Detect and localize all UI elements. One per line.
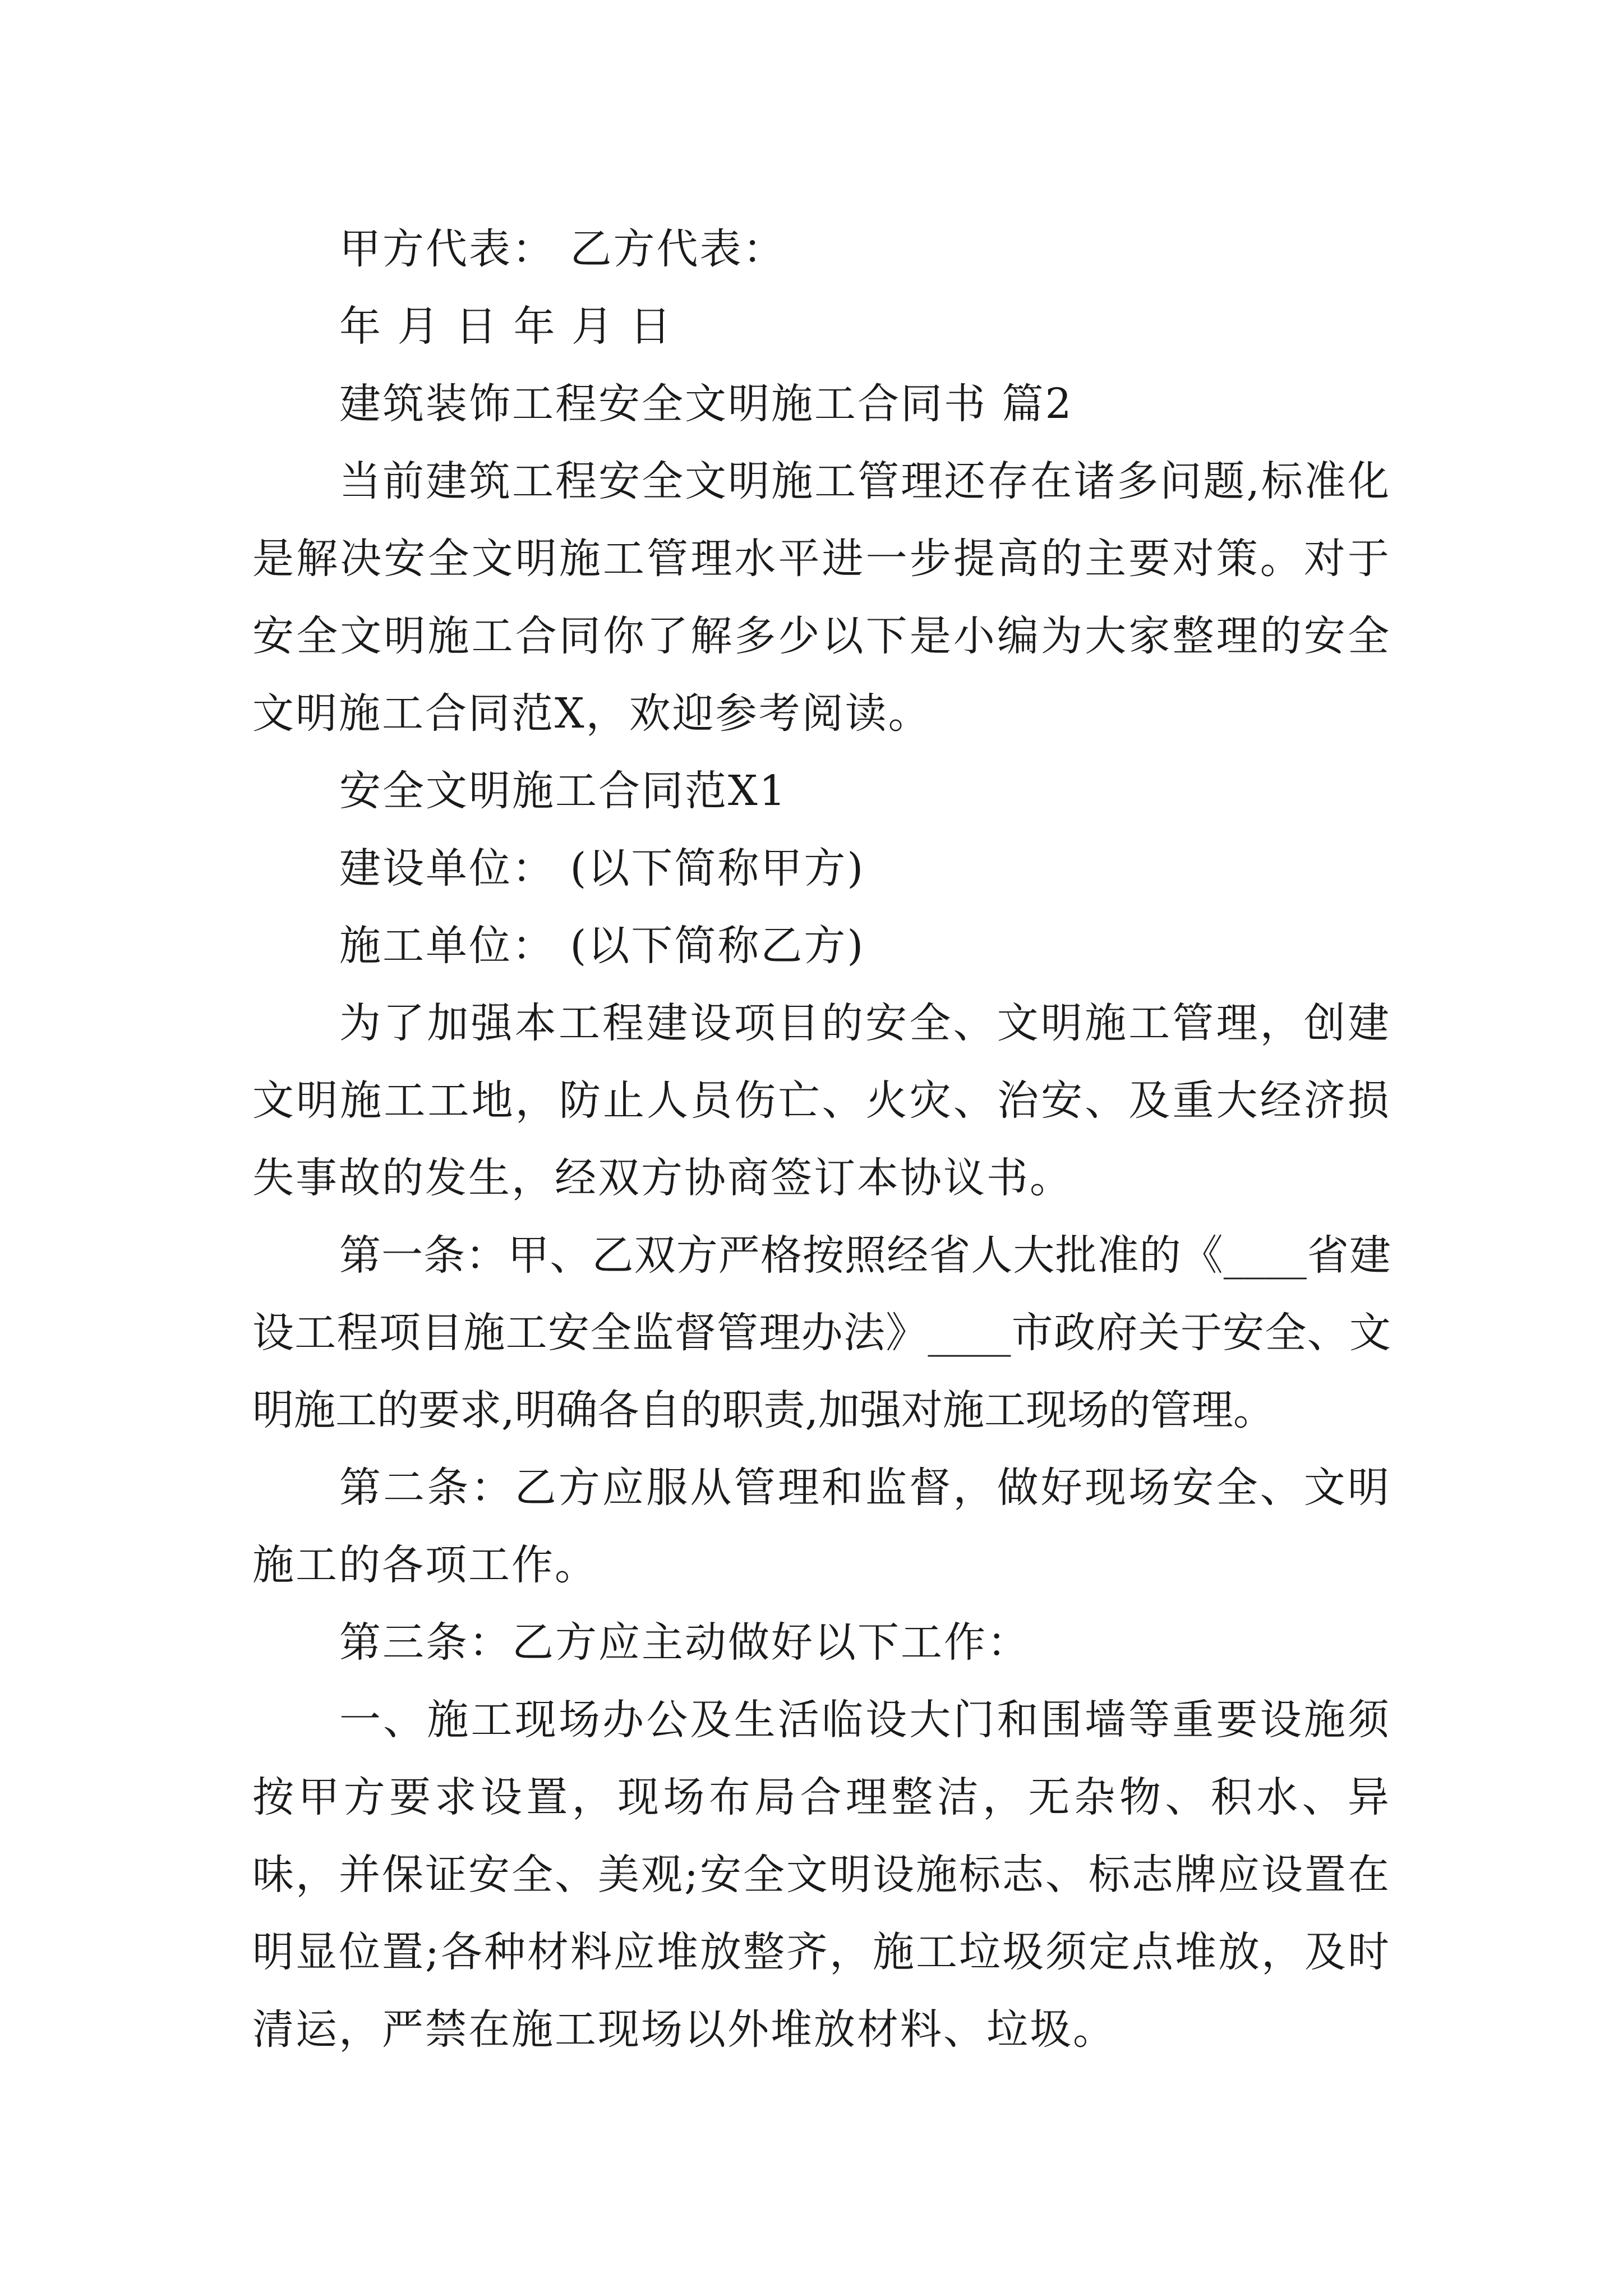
party-a-line: 建设单位： (以下简称甲方)	[339, 844, 865, 892]
article-2: 第二条：乙方应服从管理和监督，做好现场安全、文明施工的各项工作。	[252, 1464, 1391, 1589]
signature-dates: 年 月 日 年 月 日	[339, 302, 673, 351]
section-title: 建筑装饰工程安全文明施工合同书 篇2	[339, 380, 1073, 428]
signature-representatives: 甲方代表： 乙方代表：	[339, 225, 786, 273]
sample-title: 安全文明施工合同范X1	[339, 767, 787, 815]
article-3-item-1: 一、施工现场办公及生活临设大门和围墙等重要设施须按甲方要求设置，现场布局合理整洁，无杂物、积水、异味，并保证安全、美观;安全文明设施标志、标志牌应设置在明显位置;各种材料应堆放整齐，施工垃圾须定点堆放，及时清运，严禁在施工现场以外堆放材料、垃圾。	[252, 1696, 1391, 2054]
document-body	[252, 210, 1391, 2068]
intro-paragraph: 当前建筑工程安全文明施工管理还存在诸多问题,标准化是解决安全文明施工管理水平进一步提高的主要对策。对于安全文明施工合同你了解多少以下是小编为大家整理的安全文明施工合同范X，欢迎参考阅读。	[252, 457, 1391, 738]
article-3: 第三条：乙方应主动做好以下工作：	[339, 1618, 1030, 1667]
purpose-paragraph: 为了加强本工程建设项目的安全、文明施工管理，创建文明施工工地，防止人员伤亡、火灾、治安、及重大经济损失事故的发生，经双方协商签订本协议书。	[252, 999, 1391, 1202]
article-1: 第一条：甲、乙双方严格按照经省人大批准的《____省建设工程项目施工安全监督管理办法》____市政府关于安全、文明施工的要求,明确各自的职责,加强对施工现场的管理。	[252, 1231, 1391, 1434]
party-b-line: 施工单位： (以下简称乙方)	[339, 922, 865, 970]
